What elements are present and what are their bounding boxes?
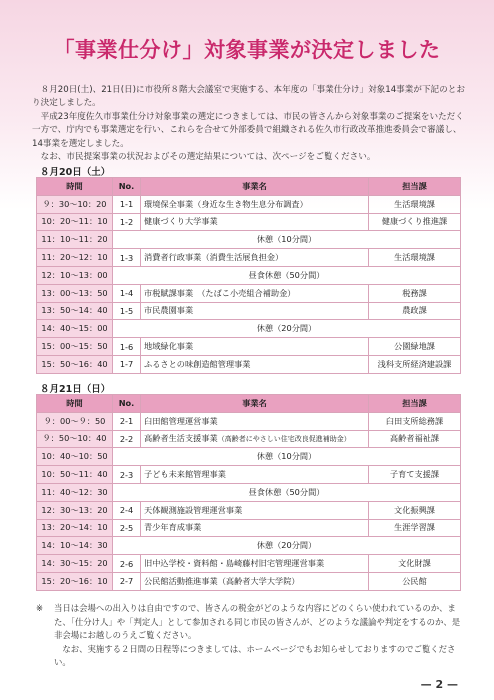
intro-paragraph: 平成23年度佐久市事業仕分け対象事業の選定につきましては、市民の皆さんから対象事業のご提案をいただく一方で、庁内でも事業選定を行い、これらを合せて外部委員で組織される佐久市行政改革推進委員会で審議し、14事業を選定しました。 (32, 111, 464, 149)
department-cell: 浅科支所経済建設課 (369, 355, 461, 373)
project-name-cell (141, 466, 369, 484)
project-name: 公民館活動推進事業（高齢者大学大学院） (144, 575, 300, 586)
table-row (37, 555, 461, 573)
table-row (37, 430, 461, 448)
department-cell: 文化財課 (369, 555, 461, 573)
break-cell: 休憩（20分間） (113, 537, 461, 555)
schedule-table-day2 (36, 394, 461, 591)
time-cell: 13：00～13：50 (37, 284, 113, 302)
number-cell: 1-2 (113, 213, 141, 231)
schedule-table-day1 (36, 177, 461, 374)
day2-label: ８月21日（日） (40, 384, 111, 395)
header-no: No. (113, 178, 141, 196)
number-cell: 1-1 (113, 195, 141, 213)
time-cell: ９：50～10：40 (37, 430, 113, 448)
project-name-cell (141, 195, 369, 213)
table-row (37, 266, 461, 284)
project-name-cell (141, 572, 369, 590)
project-name: 天体観測施設管理運営事業 (144, 504, 243, 515)
note-mark: ※ (36, 603, 44, 613)
project-name: 市民農園事業 (144, 305, 194, 316)
project-name: 臼田館管理運営事業 (144, 415, 218, 426)
project-name: 市税賦課事業 （たばこ小売組合補助金） (144, 287, 296, 298)
project-name-cell (141, 355, 369, 373)
project-name: 子ども未来館管理事業 (144, 469, 226, 480)
time-cell: ９：30～10：20 (37, 195, 113, 213)
table-row (37, 483, 461, 501)
number-cell: 2-7 (113, 572, 141, 590)
page-number: — 2 — (420, 678, 458, 691)
department-cell: 臼田支所総務課 (369, 412, 461, 430)
time-cell: 15：00～15：50 (37, 338, 113, 356)
department-cell: 農政課 (369, 302, 461, 320)
table-row (37, 320, 461, 338)
header-dept: 担当課 (369, 395, 461, 413)
header-name: 事業名 (141, 178, 369, 196)
project-name-cell (141, 302, 369, 320)
intro-paragraph: ８月20日(土)、21日(日)に市役所８階大会議室で実施する、本年度の「事業仕分け」対象14事業が下記のとおり決定しました。 (32, 85, 465, 109)
table-row (37, 195, 461, 213)
table-row (37, 537, 461, 555)
page-title: 「事業仕分け」対象事業が決定しました (53, 37, 441, 62)
time-cell: 14：30～15：20 (37, 555, 113, 573)
project-name-cell (141, 430, 369, 448)
number-cell: 2-2 (113, 430, 141, 448)
project-name: 地域緑化事業 (144, 341, 194, 352)
number-cell: 2-6 (113, 555, 141, 573)
table-row (37, 572, 461, 590)
table-row (37, 213, 461, 231)
time-cell: 14：40～15：00 (37, 320, 113, 338)
time-cell: 15：50～16：40 (37, 355, 113, 373)
time-cell: 15：20～16：10 (37, 572, 113, 590)
time-cell: 12：10～13：00 (37, 266, 113, 284)
department-cell: 税務課 (369, 284, 461, 302)
project-name-cell (141, 249, 369, 267)
time-cell: 13：50～14：40 (37, 302, 113, 320)
number-cell: 1-3 (113, 249, 141, 267)
table-row (37, 231, 461, 249)
time-cell: 10：40～10：50 (37, 448, 113, 466)
project-name: 健康づくり大学事業 (144, 216, 218, 227)
project-name-cell (141, 284, 369, 302)
table-row (37, 338, 461, 356)
number-cell: 1-5 (113, 302, 141, 320)
time-cell: 10：50～11：40 (37, 466, 113, 484)
break-cell: 昼食休憩（50分間） (113, 266, 461, 284)
number-cell: 1-7 (113, 355, 141, 373)
project-name-cell (141, 338, 369, 356)
break-cell: 昼食休憩（50分間） (113, 483, 461, 501)
project-name-cell (141, 501, 369, 519)
break-cell: 休憩（10分間） (113, 231, 461, 249)
table-header-row (37, 178, 461, 196)
table-row (37, 448, 461, 466)
table-row (37, 249, 461, 267)
number-cell: 2-5 (113, 519, 141, 537)
break-cell: 休憩（20分間） (113, 320, 461, 338)
time-cell: 10：20～11：10 (37, 213, 113, 231)
table-row (37, 519, 461, 537)
project-name-cell (141, 519, 369, 537)
department-cell: 公民館 (369, 572, 461, 590)
number-cell: 2-4 (113, 501, 141, 519)
time-cell: 11：10～11：20 (37, 231, 113, 249)
time-cell: 14：10～14：30 (37, 537, 113, 555)
footnote (36, 602, 466, 670)
project-name: 消費者行政事業（消費生活展負担金） (144, 252, 284, 263)
number-cell: 2-3 (113, 466, 141, 484)
department-cell: 高齢者福祉課 (369, 430, 461, 448)
project-name: 青少年育成事業 (144, 522, 202, 533)
number-cell: 2-1 (113, 412, 141, 430)
department-cell: 健康づくり推進課 (369, 213, 461, 231)
project-name-cell (141, 412, 369, 430)
intro-paragraph: なお、市民提案事業の状況およびその選定結果については、次ページをご覧ください。 (40, 152, 376, 163)
project-name: ふるさとの味創造館管理事業 (144, 358, 251, 369)
table-row (37, 355, 461, 373)
project-name-cell (141, 213, 369, 231)
intro-text (32, 84, 470, 164)
department-cell: 子育て支援課 (369, 466, 461, 484)
number-cell: 1-4 (113, 284, 141, 302)
department-cell: 公園緑地課 (369, 338, 461, 356)
time-cell: 11：20～12：10 (37, 249, 113, 267)
department-cell: 生活環境課 (369, 195, 461, 213)
header-name: 事業名 (141, 395, 369, 413)
note-text: なお、実施する２日間の日程等につきましては、ホームページでもお知らせしておりますのでご覧ください。 (54, 643, 456, 667)
table-header-row (37, 395, 461, 413)
note-text: 当日は会場への出入りは自由ですので、皆さんの税金がどのような内容にどのくらい使われているのか、また、「仕分け人」や「判定人」として参加される同じ市民の皆さんが、どのような議論や判定をするのか、是非会場にお越しのうえご覧ください。 (54, 603, 461, 640)
day1-label: ８月20日（土） (40, 167, 111, 178)
header-dept: 担当課 (369, 178, 461, 196)
department-cell: 生涯学習課 (369, 519, 461, 537)
project-name-detail: （高齢者にやさしい住宅改良促進補助金） (217, 435, 351, 444)
time-cell: 13：20～14：10 (37, 519, 113, 537)
project-name: 環境保全事業（身近な生き物生息分布調査） (144, 198, 308, 209)
department-cell: 文化振興課 (369, 501, 461, 519)
header-no: No. (113, 395, 141, 413)
header-time: 時間 (37, 178, 113, 196)
time-cell: ９：00～９：50 (37, 412, 113, 430)
project-name-cell (141, 555, 369, 573)
table-row (37, 501, 461, 519)
number-cell: 1-6 (113, 338, 141, 356)
project-name: 高齢者生活支援事業 (144, 433, 218, 444)
department-cell: 生活環境課 (369, 249, 461, 267)
table-row (37, 412, 461, 430)
table-row (37, 284, 461, 302)
table-row (37, 466, 461, 484)
project-name: 旧中込学校・資料館・島崎藤村旧宅管理運営事業 (144, 558, 325, 569)
table-row (37, 302, 461, 320)
break-cell: 休憩（10分間） (113, 448, 461, 466)
time-cell: 12：30～13：20 (37, 501, 113, 519)
header-time: 時間 (37, 395, 113, 413)
time-cell: 11：40～12：30 (37, 483, 113, 501)
